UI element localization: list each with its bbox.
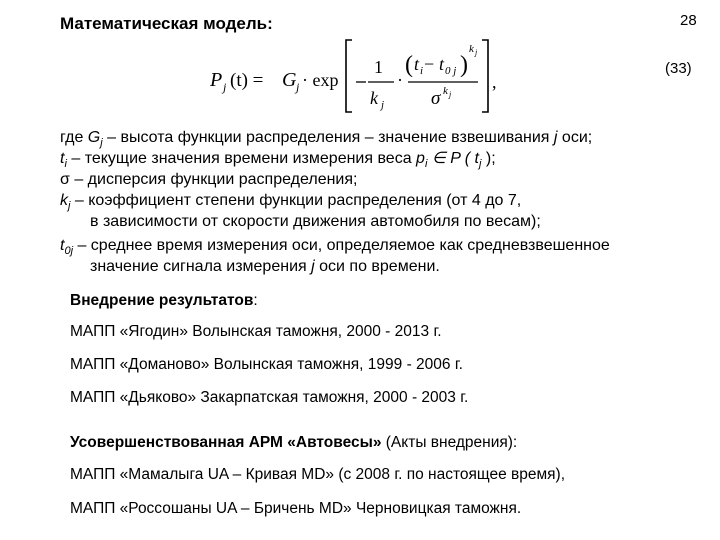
improved-title-text: Усовершенствованная АРМ «Автовесы» (70, 434, 382, 451)
def-prefix: где (60, 129, 88, 146)
def-text: – текущие значения времени измерения веса (66, 150, 417, 167)
formula-bracket-left (346, 40, 352, 112)
def-text: – коэффициент степени функции распределения (от 4 до 7, (70, 192, 522, 209)
implementation-entry: МАПП «Доманово» Волынская таможня, 1999 - 2006 г. (70, 356, 463, 373)
def-var-t0: t (60, 237, 65, 254)
distribution-formula (210, 36, 510, 118)
formula-bracket-right (482, 40, 488, 112)
def-var-g-sub: j (100, 137, 103, 149)
improved-entry: МАПП «Россошаны UA – Бричень MD» Черновицкая таможня. (70, 500, 522, 517)
def-text: – высота функции распределения – значение взвешивания (102, 129, 554, 146)
formula-lhs-sub: j (223, 80, 227, 94)
formula-sigma: σ (431, 88, 441, 109)
def-set: ∈ P ( t (427, 150, 479, 167)
formula-num-power-sub: j (475, 48, 478, 57)
definition-t0j-cont (90, 257, 440, 277)
formula-exp: · exp (302, 70, 339, 90)
formula-num-power: k (469, 43, 474, 55)
formula-paren-close: ) (460, 52, 468, 78)
formula-dot: · (397, 70, 403, 90)
def-var-j: j (311, 258, 315, 275)
formula-t0j-sub: 0 j (445, 65, 457, 77)
def-var-p: p (416, 150, 425, 167)
def-end: оси; (557, 129, 593, 146)
equation-number: (33) (665, 60, 692, 77)
slide-title: Математическая модель: (60, 14, 273, 33)
def-set-sub: j (478, 158, 482, 170)
formula-lhs-p: P (210, 69, 223, 91)
definition-kj-cont: в зависимости от скорости движения автомобиля по весам); (90, 213, 541, 230)
def-text: – среднее время измерения оси, определяемое как средневзвешенное (73, 237, 610, 254)
def-var-j: j (553, 129, 558, 146)
formula-g: G (282, 69, 297, 91)
formula-fraction-den: k (370, 88, 378, 108)
def-var-t: t (60, 150, 65, 167)
formula-fraction-num: 1 (374, 57, 383, 77)
implementation-title-text: Внедрение результатов (70, 292, 254, 309)
def-text: значение сигнала измерения (90, 258, 312, 275)
def-var-g: G (87, 129, 101, 146)
formula-den-power: k (443, 85, 448, 97)
formula-fraction-den-sub: j (381, 99, 385, 111)
def-var-p-sub: i (424, 158, 428, 170)
formula-paren-open: ( (405, 52, 413, 78)
def-var-t0-sub: 0j (64, 245, 74, 257)
improved-title-suffix: (Акты внедрения): (381, 434, 518, 451)
formula-den-power-sub: j (449, 90, 452, 99)
formula-t0j: t (439, 54, 445, 74)
def-var-k: k (60, 192, 68, 209)
page-number: 28 (680, 12, 697, 29)
definition-sigma: σ – дисперсия функции распределения; (60, 171, 358, 188)
improved-entry: МАПП «Мамалыга UA – Кривая MD» (с 2008 г. по настоящее время), (70, 466, 566, 483)
implementation-title (70, 292, 258, 310)
def-end: оси по времени. (314, 258, 440, 275)
formula-comma: , (492, 72, 497, 92)
def-var-t-sub: i (64, 158, 67, 170)
improved-arm-title (70, 434, 517, 452)
formula-ti: t (414, 54, 420, 74)
implementation-entry: МАПП «Дьяково» Закарпатская таможня, 2000 - 2003 г. (70, 389, 469, 406)
formula-ti-sub: i (420, 65, 424, 77)
implementation-title-suffix: : (253, 292, 258, 309)
formula-lhs-arg: (t) = (230, 70, 264, 91)
def-var-k-sub: j (68, 200, 71, 212)
formula-g-sub: j (296, 80, 300, 94)
def-end: ); (481, 150, 496, 167)
formula-minus: − (424, 54, 435, 74)
implementation-entry: МАПП «Ягодин» Волынская таможня, 2000 - 2013 г. (70, 323, 442, 340)
